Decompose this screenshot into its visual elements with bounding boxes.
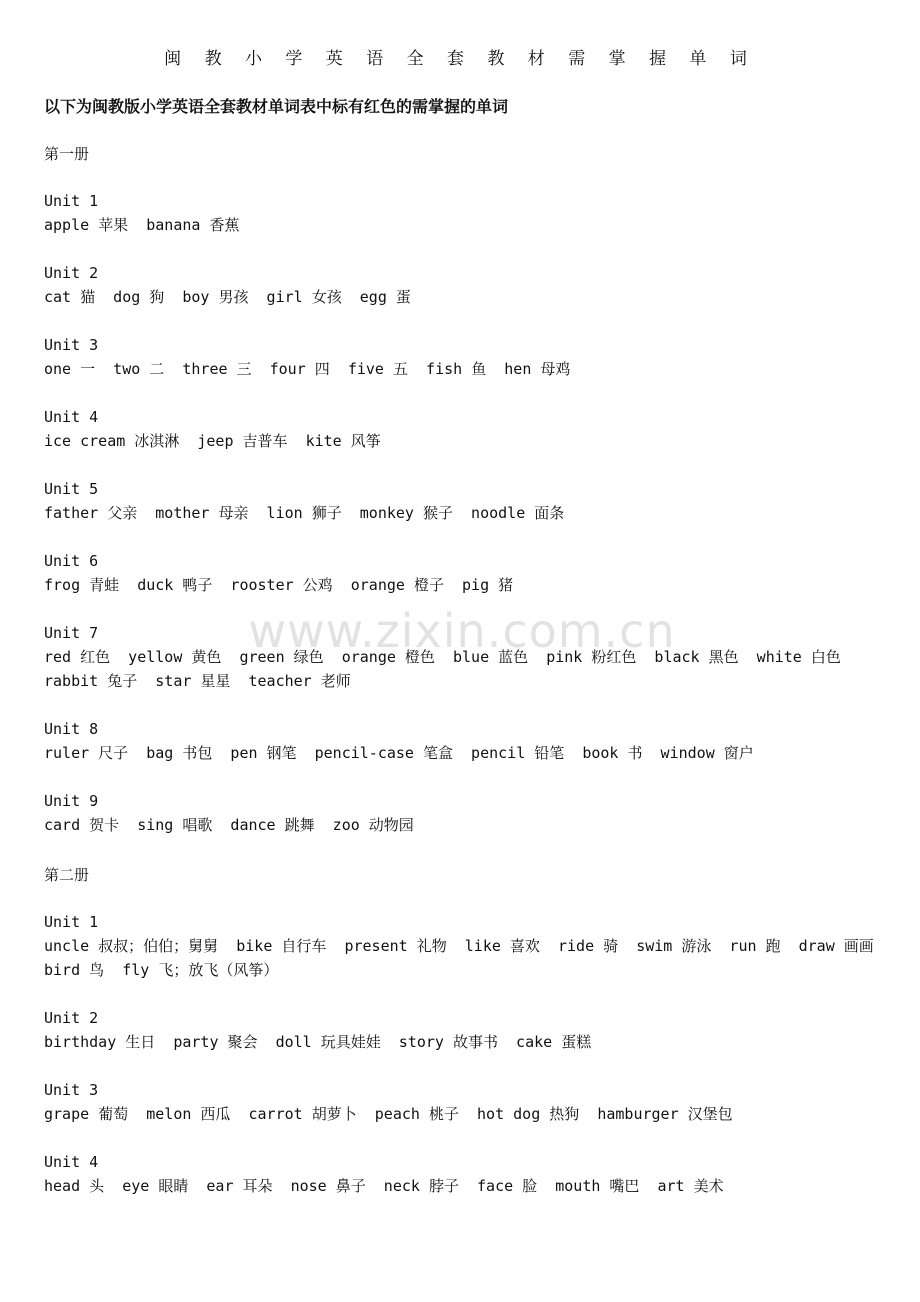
unit-title: Unit 2 [44, 1009, 99, 1027]
unit-words: card 贺卡 sing 唱歌 dance 跳舞 zoo 动物园 [44, 816, 414, 834]
unit-words: red 红色 yellow 黄色 green 绿色 orange 橙色 blue 蓝色 pink 粉红色 black 黑色 white 白色 rabbit 兔子 star 星星 teacher 老师 [44, 648, 859, 690]
unit-words: father 父亲 mother 母亲 lion 狮子 monkey 猴子 noodle 面条 [44, 504, 565, 522]
unit-words: uncle 叔叔；伯伯；舅舅 bike 自行车 present 礼物 like 喜欢 ride 骑 swim 游泳 run 跑 draw 画画 bird 鸟 fly 飞；放飞（风筝） [44, 937, 892, 979]
page-title: 闽 教 小 学 英 语 全 套 教 材 需 掌 握 单 词 [164, 49, 756, 69]
unit-title: Unit 8 [44, 720, 99, 738]
unit-title: Unit 1 [44, 192, 99, 210]
intro-text: 以下为闽教版小学英语全套教材单词表中标有红色的需掌握的单词 [44, 97, 509, 116]
unit-title: Unit 1 [44, 913, 99, 931]
unit-words: ruler 尺子 bag 书包 pen 钢笔 pencil-case 笔盒 pencil 铅笔 book 书 window 窗户 [44, 744, 754, 762]
unit-title: Unit 7 [44, 624, 99, 642]
book-heading: 第一册 [44, 145, 90, 163]
unit-words: apple 苹果 banana 香蕉 [44, 216, 240, 234]
unit-title: Unit 4 [44, 1153, 99, 1171]
unit-title: Unit 3 [44, 1081, 99, 1099]
watermark: www.zixin.com.cn [248, 604, 676, 658]
unit-words: grape 葡萄 melon 西瓜 carrot 胡萝卜 peach 桃子 hot dog 热狗 hamburger 汉堡包 [44, 1105, 733, 1123]
unit-words: head 头 eye 眼睛 ear 耳朵 nose 鼻子 neck 脖子 face 脸 mouth 嘴巴 art 美术 [44, 1177, 724, 1195]
unit-title: Unit 4 [44, 408, 99, 426]
unit-words: cat 猫 dog 狗 boy 男孩 girl 女孩 egg 蛋 [44, 288, 411, 306]
unit-title: Unit 9 [44, 792, 99, 810]
unit-words: one 一 two 二 three 三 four 四 five 五 fish 鱼 hen 母鸡 [44, 360, 571, 378]
unit-title: Unit 5 [44, 480, 99, 498]
unit-title: Unit 6 [44, 552, 99, 570]
unit-title: Unit 3 [44, 336, 99, 354]
unit-words: frog 青蛙 duck 鸭子 rooster 公鸡 orange 橙子 pig 猪 [44, 576, 514, 594]
unit-words: birthday 生日 party 聚会 doll 玩具娃娃 story 故事书 cake 蛋糕 [44, 1033, 592, 1051]
book-heading: 第二册 [44, 866, 90, 884]
unit-words: ice cream 冰淇淋 jeep 吉普车 kite 风筝 [44, 432, 381, 450]
unit-title: Unit 2 [44, 264, 99, 282]
